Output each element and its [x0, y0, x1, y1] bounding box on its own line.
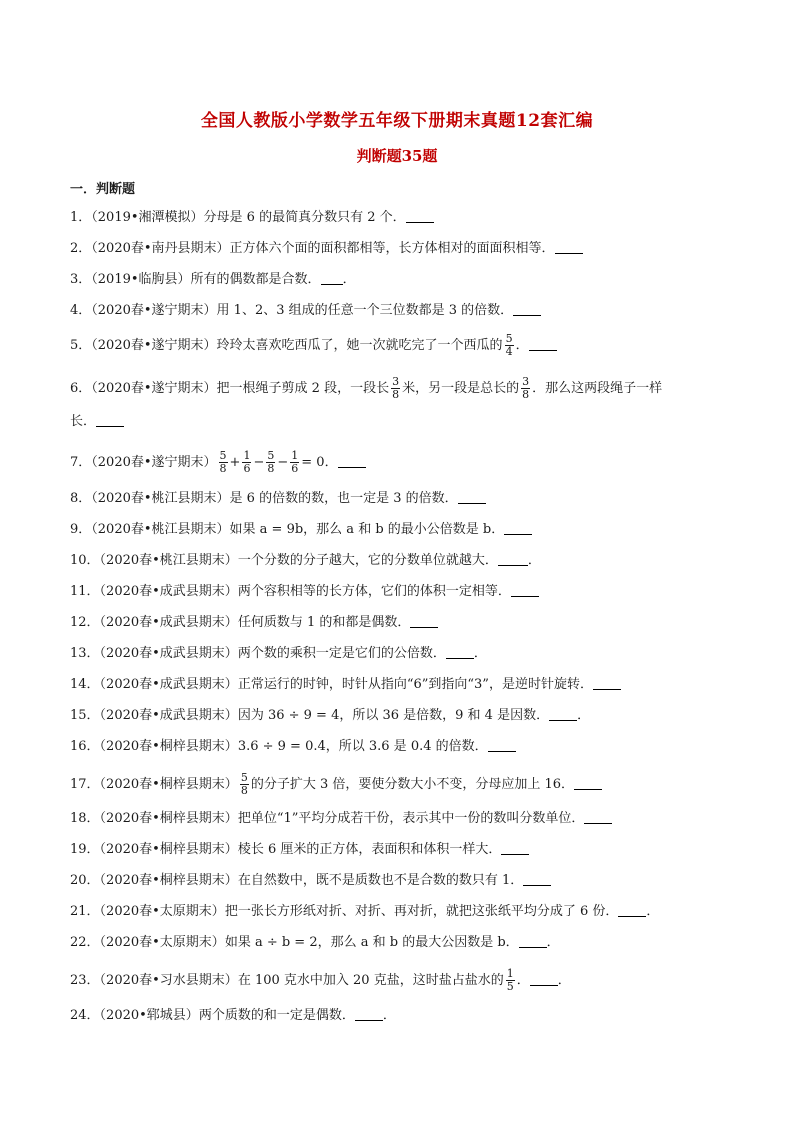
document-subtitle: 判断题35题 [356, 147, 438, 165]
fraction: $\frac{1}{6}$ [243, 449, 251, 475]
answer-blank[interactable] [406, 210, 434, 223]
answer-blank[interactable] [338, 455, 366, 468]
question-6: 6．（2020春•遂宁期末）把一根绳子剪成 2 段，一段长 $\frac{3}{8}$ 米，另一段是总长的 $\frac{3}{8}$ ．那么这两段绳子一样 [70, 375, 663, 401]
fraction: $\frac{1}{6}$ [291, 449, 299, 475]
answer-blank[interactable] [321, 272, 343, 285]
question-19: 19．（2020春•桐梓县期末）棱长 6 厘米的正方体，表面积和体积一样大． [70, 841, 529, 859]
question-6-continued: 长． [70, 413, 124, 431]
question-9: 9．（2020春•桃江县期末）如果 a = 9b，那么 a 和 b 的最小公倍数是 b． [70, 521, 532, 539]
answer-blank[interactable] [523, 873, 551, 886]
question-3: 3．（2019•临朐县）所有的偶数都是合数． ． [70, 272, 356, 287]
document-title: 全国人教版小学数学五年级下册期末真题12套汇编 [200, 111, 594, 131]
fraction: $\frac{1}{5}$ [506, 967, 514, 993]
question-1: 1．（2019•湘潭模拟）分母是 6 的最简真分数只有 2 个． [70, 209, 434, 227]
answer-blank[interactable] [410, 615, 438, 628]
question-16: 16．（2020春•桐梓县期末）3.6 ÷ 9 = 0.4，所以 3.6 是 0.4 的倍数． [70, 738, 516, 756]
answer-blank[interactable] [530, 973, 558, 986]
answer-blank[interactable] [618, 904, 646, 917]
answer-blank[interactable] [549, 708, 577, 721]
fraction: $\frac{3}{8}$ [522, 375, 530, 401]
fraction: $\frac{5}{8}$ [240, 771, 248, 797]
question-13: 13．（2020春•成武县期末）两个数的乘积一定是它们的公倍数． ． [70, 646, 487, 661]
question-7: 7．（2020春•遂宁期末） $\frac{5}{8}$ + $\frac{1}{6}$ − $\frac{5}{8}$ − $\frac{1}{6}$ = 0． [70, 450, 366, 475]
question-18: 18．（2020春•桐梓县期末）把单位“1”平均分成若干份，表示其中一份的数叫分数单位． [70, 810, 612, 828]
question-20: 20．（2020春•桐梓县期末）在自然数中，既不是质数也不是合数的数只有 1． [70, 872, 551, 890]
answer-blank[interactable] [593, 677, 621, 690]
question-23: 23．（2020春•习水县期末）在 100 克水中加入 20 克盐，这时盐占盐水的 $\frac{1}{5}$ ． ． [70, 967, 571, 993]
answer-blank[interactable] [504, 522, 532, 535]
answer-blank[interactable] [513, 303, 541, 316]
answer-blank[interactable] [488, 739, 516, 752]
answer-blank[interactable] [511, 584, 539, 597]
answer-blank[interactable] [529, 338, 557, 351]
fraction: $\frac{5}{8}$ [267, 449, 275, 475]
answer-blank[interactable] [458, 491, 486, 504]
fraction: $\frac{5}{8}$ [219, 449, 227, 475]
question-24: 24．（2020•郓城县）两个质数的和一定是偶数． ． [70, 1008, 396, 1023]
fraction: $\frac{3}{8}$ [392, 375, 400, 401]
question-8: 8．（2020春•桃江县期末）是 6 的倍数的数，也一定是 3 的倍数． [70, 490, 486, 508]
question-4: 4．（2020春•遂宁期末）用 1、2、3 组成的任意一个三位数都是 3 的倍数． [70, 302, 541, 320]
question-10: 10．（2020春•桃江县期末）一个分数的分子越大，它的分数单位就越大． ． [70, 553, 541, 568]
answer-blank[interactable] [446, 646, 474, 659]
question-11: 11．（2020春•成武县期末）两个容积相等的长方体，它们的体积一定相等． [70, 583, 539, 601]
answer-blank[interactable] [96, 414, 124, 427]
question-12: 12．（2020春•成武县期末）任何质数与 1 的和都是偶数． [70, 614, 438, 632]
fraction: $\frac{5}{4}$ [505, 332, 513, 358]
section-heading: 一．判断题 [70, 182, 136, 197]
question-14: 14．（2020春•成武县期末）正常运行的时钟，时针从指向“6”到指向“3”，是逆时针旋转． [70, 676, 621, 694]
answer-blank[interactable] [519, 935, 547, 948]
answer-blank[interactable] [498, 553, 528, 566]
question-5: 5．（2020春•遂宁期末）玲玲太喜欢吃西瓜了，她一次就吃完了一个西瓜的 $\frac{5}{4}$ ． [70, 333, 557, 358]
answer-blank[interactable] [574, 777, 602, 790]
question-15: 15．（2020春•成武县期末）因为 36 ÷ 9 = 4，所以 36 是倍数，9 和 4 是因数． ． [70, 708, 591, 723]
answer-blank[interactable] [501, 842, 529, 855]
question-2: 2．（2020春•南丹县期末）正方体六个面的面积都相等，长方体相对的面面积相等． [70, 240, 583, 258]
question-22: 22．（2020春•太原期末）如果 a ÷ b = 2，那么 a 和 b 的最大公因数是 b． ． [70, 935, 560, 950]
answer-blank[interactable] [555, 241, 583, 254]
answer-blank[interactable] [584, 811, 612, 824]
question-17: 17．（2020春•桐梓县期末） $\frac{5}{8}$ 的分子扩大 3 倍，要使分数大小不变，分母应加上 16． [70, 772, 602, 797]
answer-blank[interactable] [355, 1008, 383, 1021]
question-21: 21．（2020春•太原期末）把一张长方形纸对折、对折、再对折，就把这张纸平均分成了 6 份． ． [70, 904, 660, 919]
